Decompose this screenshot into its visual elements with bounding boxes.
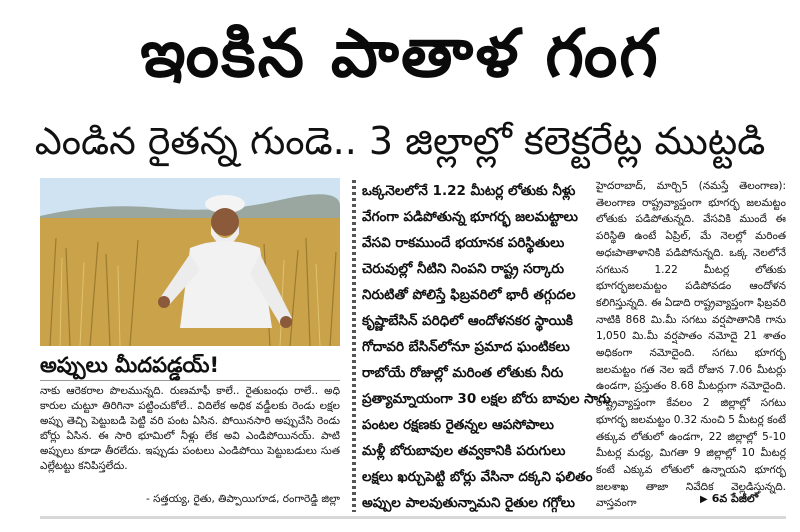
highlight-item: వేగంగా పడిపోతున్న భూగర్భ జలమట్టాలు: [362, 209, 578, 225]
headline: ఇంకిన పాతాళ గంగ: [140, 15, 660, 92]
continued-on-page: [700, 490, 786, 508]
inset-title: అప్పులు మీదపడ్డయ్!: [40, 350, 340, 381]
column-divider: [352, 180, 356, 512]
highlight-item: అప్పుల పాలవుతున్నామని రైతుల గగ్గోలు: [362, 495, 575, 511]
highlight-item: పంటల రక్షణకు రైతన్నల ఆపసోపాలు: [362, 417, 554, 433]
highlight-item: ప్రత్యామ్నాయంగా 30 లక్షల బోరు బావుల సాగు: [362, 391, 611, 407]
subheadline: ఎండిన రైతన్న గుండె.. 3 జిల్లాల్లో కలెక్టరేట్ల ముట్టడి: [34, 119, 766, 163]
bottom-rule: [40, 516, 786, 519]
play-arrow-icon: ▶: [700, 494, 708, 505]
farmer-photo-illustration: [40, 178, 340, 346]
highlight-item: మళ్లీ బోరుబావుల తవ్వకానికి పరుగులు: [362, 443, 566, 459]
article-body: హైదరాబాద్, మార్చి5 (నమస్తే తెలంగాణ): తెలంగాణ రాష్ట్రవ్యాప్తంగా భూగర్భ జలమట్టం లోతుకు పడిపోతున్నది. వేసవికి ముందే ఈ పరిస్థితి ఉంటే ఏప్రిల్, మే నెలల్లో మరింత అధఃపాతాళానికి పడిపోనున్నది. ఒక్క నెలలోనే సగటున 1.22 మీటర్ల లోతుకు భూగర్భజలమట్టం పడిపోవడం ఆందోళన కలిగిస్తున్నది. ఈ ఏడాది రాష్ట్రవ్యాప్తంగా ఫిబ్రవరి నాటికి 868 మి.మీ సగటు వర్షపాతానికి గాను 1,050 మి.మీ వర్షపాతం నమోదై 21 శాతం అధికంగా నమోదైంది. సగటు భూగర్భ జలమట్టం గత నెల ఇదే రోజున 7.06 మీటర్లు ఉండగా, ప్రస్తుతం 8.68 మీటర్లుగా నమోదైంది. రాష్ట్రవ్యాప్తంగా కేవలం 2 జిల్లాల్లో సగటు భూగర్భ జలమట్టం 0.32 నుంచి 5 మీటర్ల కంటే తక్కువ లోతులో ఉండగా, 22 జిల్లాల్లో 5-10 మీటర్ల మధ్య, మిగతా 9 జిల్లాల్లో 10 మీటర్ల కంటే ఎక్కువ లోతులో ఉన్నాయని భూగర్భ జలశాఖ తాజా నివేదిక వెల్లడిస్తున్నది. వాస్తవంగా: [596, 180, 786, 510]
highlight-item: గోదావరి బేసిన్‌లోనూ ప్రమాద ఘంటికలు: [362, 339, 570, 355]
continued-label: 6వ పేజీలో: [711, 492, 759, 505]
inset-quote: నాకు ఆరెకరాల పొలమున్నది. రుణమాఫీ కాలే.. రైతుబంధు రాలే.. అధి కారుల చుట్టూ తిరిగినా పట్టించుకోలే.. విదిలేక అధిక వడ్డీలకు రెండు లక్షల అప్పు తెచ్చి పెట్టుబడి పెట్టి వరి పంట ఏసిన. పోయినసారి అప్పుచేసి రెండు బోర్లు ఏసిన. ఈ సారి భూమిలో నీళ్లు లేక అవి ఎండిపోయినయ్. పాటి అప్పులు కూడా తీరలేదు. ఇప్పుడు పంటలు ఎండిపోయి పెట్టుబడులు సుత ఎల్లేటట్టు కనిపిస్తలేదు.: [40, 385, 340, 472]
highlight-item: చెరువుల్లో నీటిని నింపని రాష్ట్ర సర్కారు: [362, 261, 565, 277]
highlight-item: ఒక్కనెలలోనే 1.22 మీటర్ల లోతుకు నీళ్లు: [362, 183, 576, 199]
highlights-list: [362, 178, 611, 512]
highlight-item: రాబోయే రోజుల్లో మరింత లోతుకు నీరు: [362, 365, 564, 381]
farmer-photo: [40, 178, 340, 346]
highlight-item: లక్షలు ఖర్చుపెట్టి బోర్లు వేసినా దక్కని ఫలితం: [362, 469, 593, 485]
highlight-item: కృష్ణాబేసిన్ పరిధిలో ఆందోళనకర స్థాయికి: [362, 313, 573, 329]
highlight-item: వేసవి రాకముందే భయానక పరిస్థితులు: [362, 235, 565, 251]
inset-credit: - సత్తయ్య, రైతు, తిప్పాయిగూడ, రంగారెడ్డి జిల్లా: [145, 493, 340, 505]
highlight-item: నిరుటితో పోలిస్తే ఫిబ్రవరిలో భారీ తగ్గుదల: [362, 287, 576, 303]
